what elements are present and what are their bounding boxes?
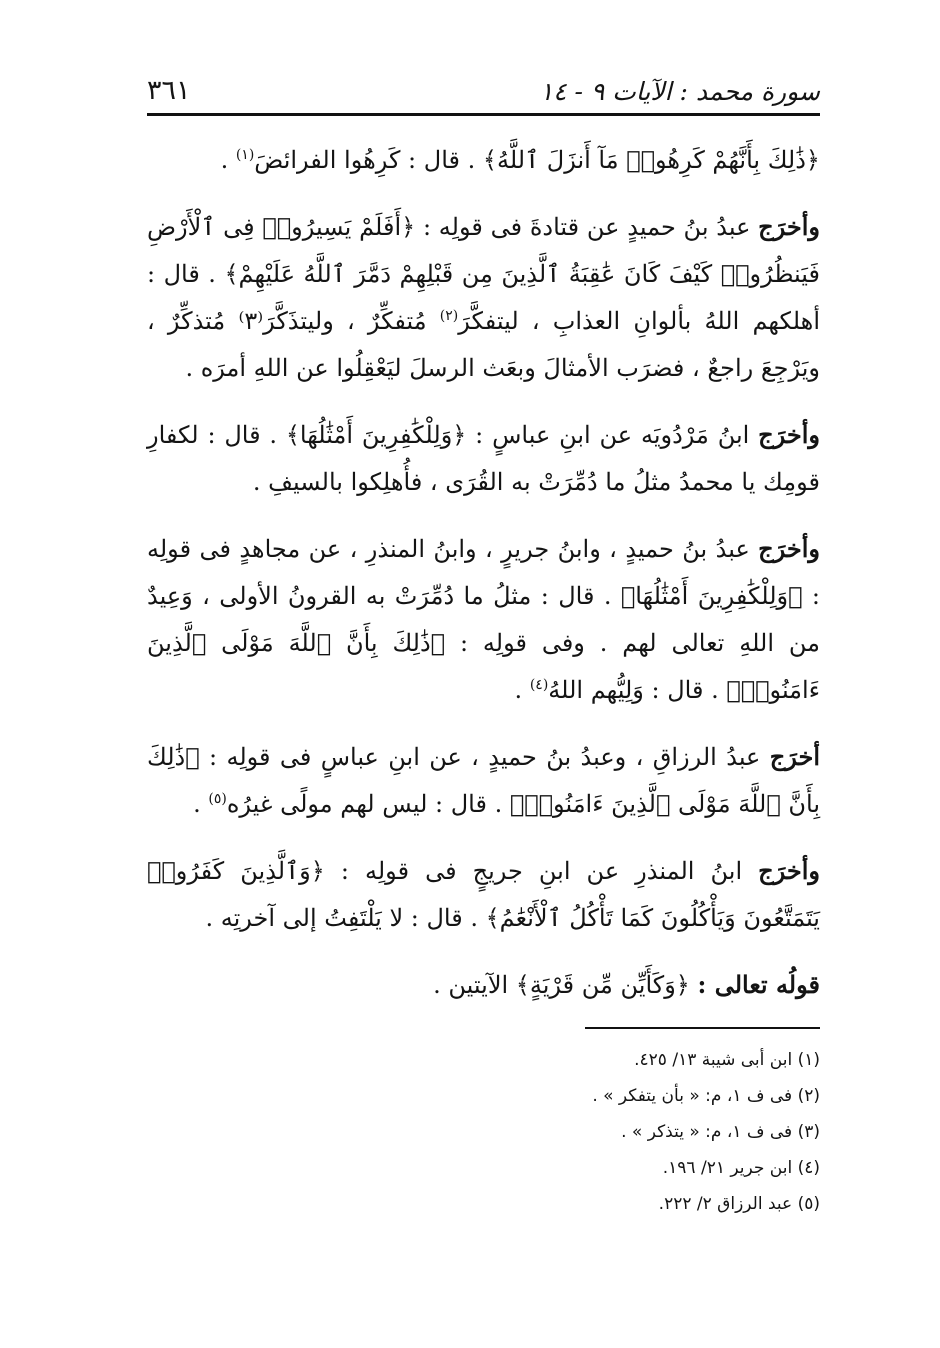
paragraph-text: عبدُ بنُ حميدٍ عن قتادةَ فى قولِه : ﴿أَفَلَمْ يَسِيرُوا۟ فِى ٱلْأَرْضِ فَيَنظُرُوا۟ كَيْفَ كَانَ عَٰقِبَةُ ٱلَّذِينَ مِن قَبْلِهِمْ دَمَّرَ ٱللَّهُ عَلَيْهِمْ﴾ . قال : أهلكهم اللهُ بألوانِ العذابِ ، ليتفكَّرَ [147, 213, 821, 335]
footnote: (٥) عبد الرزاق ٢/ ٢٢٢. [658, 1194, 820, 1214]
footnote-rule [585, 1027, 820, 1029]
paragraph-3 [147, 411, 820, 506]
paragraph-7 [147, 961, 820, 1009]
chapter-title: سورة محمد : الآيات ٩ - ١٤ [539, 77, 820, 106]
paragraph-lead: وأخرَج [758, 212, 820, 241]
header-rule [147, 113, 820, 116]
paragraph-4 [147, 525, 820, 714]
paragraph-tail: . [220, 146, 236, 174]
paragraph-1 [147, 136, 820, 184]
running-header [147, 60, 820, 106]
page-number: ٣٦١ [147, 75, 191, 106]
footnote: (١) ابن أبى شيبة ١٣/ ٤٢٥. [634, 1050, 820, 1070]
paragraph-text: ابنُ المنذرِ عن ابنِ جريجٍ فى قولِه : ﴿وَٱلَّذِينَ كَفَرُوا۟ يَتَمَتَّعُونَ وَيَأْكُلُونَ كَمَا تَأْكُلُ ٱلْأَنْعَٰمُ﴾ . قال : لا يَلْتَفِتُ إلى آخرتِه . [147, 857, 820, 932]
paragraph-lead: وأخرَج [758, 534, 820, 563]
paragraph-tail: . [514, 676, 530, 704]
paragraph-lead: وأخرَج [758, 420, 820, 449]
paragraph-2 [147, 203, 820, 392]
footnote-ref: (٤) [529, 677, 549, 693]
footnotes [400, 1042, 820, 1222]
main-text [147, 136, 820, 1028]
paragraph-6 [147, 847, 820, 942]
paragraph-tail: مُتفكِّرٌ ، وليتذَكَّرَ⁽٣⁾ مُتذكِّرٌ ، ويَرْجِعَ راجعٌ ، فضرَب الأمثالَ وبعَث الرسلَ ليَعْقِلُوا عن اللهِ أمرَه . [147, 307, 820, 382]
paragraph-tail: . [193, 790, 209, 818]
footnote-ref: (١) [235, 147, 255, 163]
footnote-ref: (٥) [208, 791, 227, 807]
footnote: (٢) فى ف ١، م: « بأن يتفكر » . [592, 1086, 820, 1106]
paragraph-lead: وأخرَج [758, 856, 820, 885]
paragraph-text: ﴿ذَٰلِكَ بِأَنَّهُمْ كَرِهُوا۟ مَآ أَنزَلَ ٱللَّهُ﴾ . قال : كَرِهُوا الفرائضَ [254, 146, 820, 174]
footnote: (٤) ابن جرير ٢١/ ١٩٦. [662, 1158, 820, 1178]
paragraph-text: ابنُ مَرْدُويَه عن ابنِ عباسٍ : ﴿وَلِلْكَٰفِرِينَ أَمْثَٰلُهَا﴾ . قال : لكفارِ قومِك يا محمدُ مثلُ ما دُمِّرَتْ به القُرَى ، فأُهلِكوا بالسيفِ . [147, 421, 820, 496]
paragraph-text: عبدُ بنُ حميدٍ ، وابنُ جريرٍ ، وابنُ المنذرِ ، عن مجاهدٍ فى قولِه : ﴿وَلِلْكَٰفِرِينَ أَمْثَٰلُهَا﴾ . قال : مثلُ ما دُمِّرَتْ به القرونُ الأولى ، وَعِيدٌ من اللهِ تعالى لهم . وفى قولِه : ﴿ذَٰلِكَ بِأَنَّ ٱللَّهَ مَوْلَى ٱلَّذِينَ ءَامَنُوا۟﴾ . قال : وَلِيُّهم اللهُ [147, 535, 820, 704]
footnote-ref: (٢) [439, 308, 459, 324]
paragraph-5 [147, 733, 820, 828]
paragraph-lead: قولُه تعالى : [697, 970, 820, 999]
paragraph-text: عبدُ الرزاقِ ، وعبدُ بنُ حميدٍ ، عن ابنِ عباسٍ فى قولِه : ﴿ذَٰلِكَ بِأَنَّ ٱللَّهَ مَوْلَى ٱلَّذِينَ ءَامَنُوا۟﴾ . قال : ليس لهم مولًى غيرُه [147, 743, 820, 818]
paragraph-lead: أخرَج [769, 742, 820, 771]
footnote: (٣) فى ف ١، م: « يتذكر » . [621, 1122, 820, 1142]
paragraph-text: ﴿وَكَأَيِّن مِّن قَرْيَةٍ﴾ الآيتين . [433, 971, 698, 999]
